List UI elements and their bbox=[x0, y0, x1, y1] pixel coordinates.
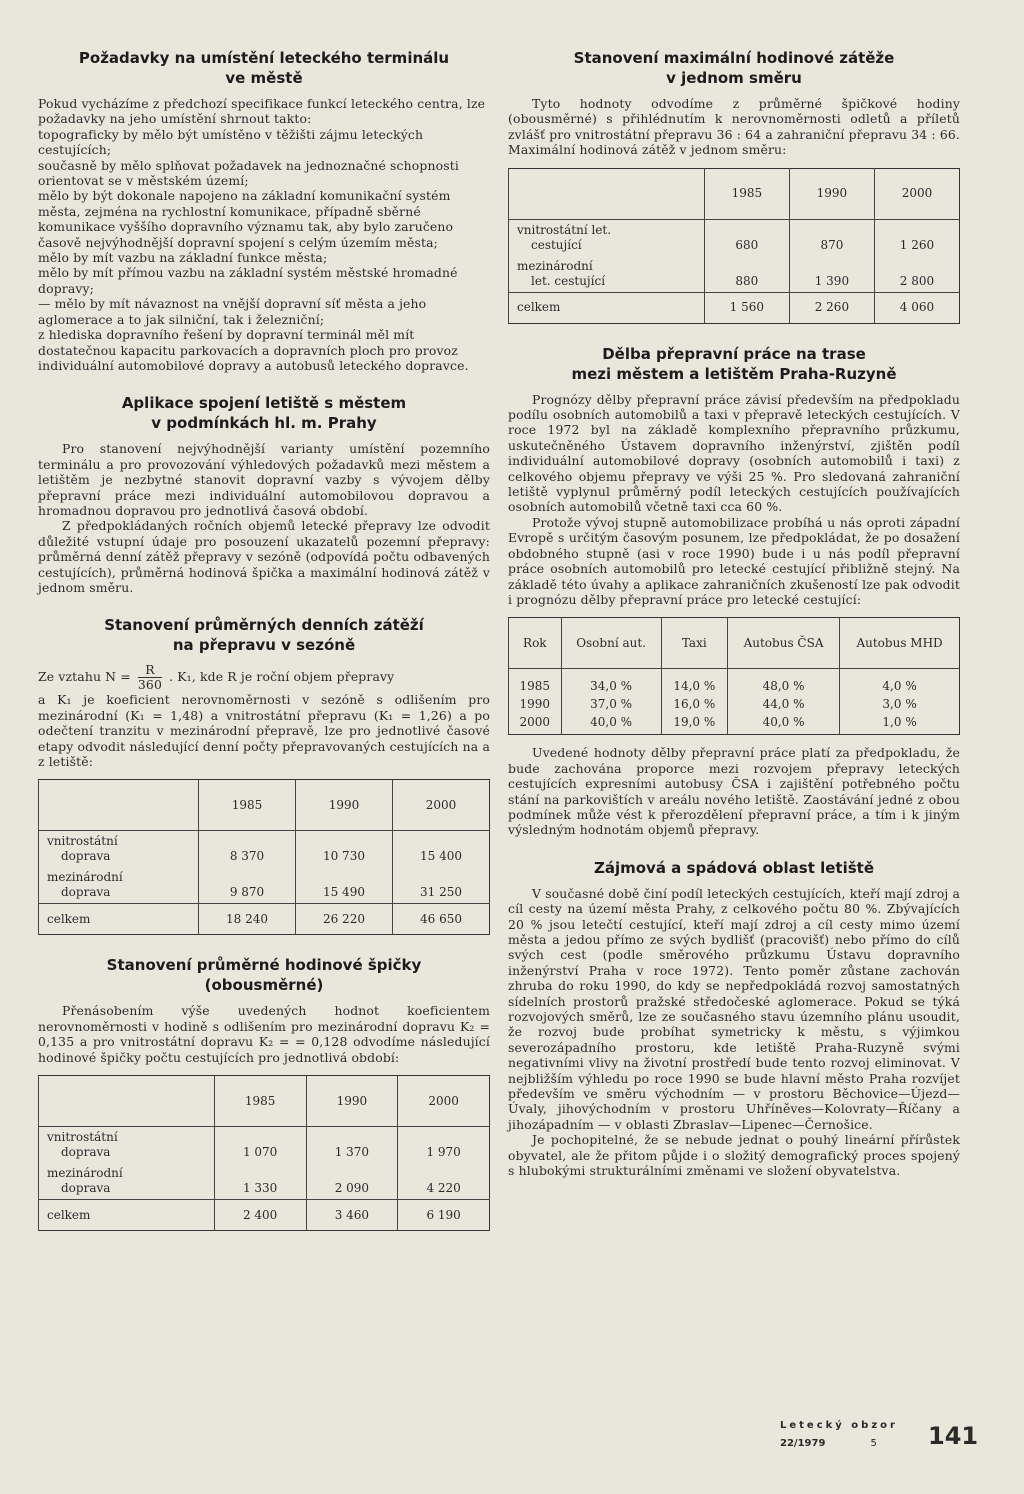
list-item: topograficky by mělo být umístěno v těžišti zájmu leteckých cestujících; bbox=[38, 126, 424, 158]
table-row bbox=[39, 867, 490, 904]
paragraph: Tyto hodnoty odvodíme z průměrné špičkové hodiny (obousměrné) s přihlédnutím k nerovnoměrnosti odletů a příletů zvlášť pro vnitrostátní přepravu 36 : 64 a zahraniční přepravu 34 : 66. Maximální hodinová zátěž v jednom směru: bbox=[508, 96, 960, 158]
table-cell: 1 390 bbox=[789, 256, 874, 293]
section-heading bbox=[38, 48, 490, 88]
hourly-peak-table bbox=[38, 1075, 490, 1231]
table-cell: 26 220 bbox=[295, 904, 392, 935]
table-cell: 2000 bbox=[509, 712, 562, 735]
table-row-total bbox=[39, 1200, 490, 1231]
issue-number: 5 bbox=[870, 1438, 877, 1449]
paragraph: Prognózy dělby přepravní práce závisí především na předpokladu podílu osobních automobilů a taxi v přepravě leteckých cestujících. V roce 1972 byl na základě komplexního přepravního průzkumu, uskutečněného Ústavem dopravního inženýrství, zjištěn podíl individuální automobilové dopravy (osobních automobilů i taxi) z celkového objemu přepravy ve výši 25 %. Pro sledovaná zahraniční letiště vyplynul průměrný podíl leteckých cestujících používajících osobních automobilů včetně taxi cca 60 %. bbox=[508, 391, 960, 515]
section-terminal-requirements bbox=[38, 48, 490, 373]
heading-line-1: Požadavky na umístění leteckého terminálu bbox=[78, 49, 450, 67]
row-label: celkem bbox=[39, 904, 199, 935]
modal-split-table bbox=[508, 617, 960, 735]
heading-line-2: (obousměrné) bbox=[204, 976, 324, 995]
table-cell: 19,0 % bbox=[661, 712, 727, 735]
table-row bbox=[509, 712, 960, 735]
table-header: 1985 bbox=[199, 780, 296, 831]
table-cell: 44,0 % bbox=[727, 697, 839, 712]
table-cell: 10 730 bbox=[295, 831, 392, 868]
section-daily-loads bbox=[38, 615, 490, 935]
table-cell: 14,0 % bbox=[661, 669, 727, 698]
fraction-numerator: R bbox=[138, 663, 162, 678]
list-item: mělo by být dokonale napojeno na základní komunikační systém města, zejména na rychlostní komunikace, případně sběrné komunikace vyššího dopravního významu tak, aby bylo zaručeno časově nejvýhodnější dopravní spojení s celým územím města; bbox=[38, 188, 454, 250]
table-header: Rok bbox=[509, 618, 562, 669]
table-header: 1990 bbox=[306, 1076, 398, 1127]
table-cell: 4 220 bbox=[398, 1163, 490, 1200]
row-label: vnitrostátní doprava bbox=[39, 831, 199, 868]
table-row bbox=[509, 256, 960, 293]
table-cell: 40,0 % bbox=[561, 712, 661, 735]
table-cell: 16,0 % bbox=[661, 697, 727, 712]
table-row bbox=[509, 697, 960, 712]
page-number: 141 bbox=[928, 1422, 979, 1450]
row-label: celkem bbox=[509, 292, 705, 323]
row-label: mezinárodní doprava bbox=[39, 867, 199, 904]
table-header: 1990 bbox=[295, 780, 392, 831]
right-column bbox=[508, 48, 960, 1198]
table-cell: 2 800 bbox=[874, 256, 959, 293]
table-cell: 40,0 % bbox=[727, 712, 839, 735]
paragraph: Uvedené hodnoty dělby přepravní práce platí za předpokladu, že bude zachována proporce mezi rozvojem přepravy leteckých cestujících expresními autobusy ČSA i zajištění potřebného počtu stání na parkovištích v areálu nového letiště. Zaostávání jedné z obou podmínek může vést k přerozdělení přepravní práce, a tím i k jiným výsledným hodnotám objemů přepravy. bbox=[508, 745, 960, 838]
table-header: 1985 bbox=[214, 1076, 306, 1127]
table-row bbox=[509, 669, 960, 698]
paragraph: Pokud vycházíme z předchozí specifikace funkcí leteckého centra, lze požadavky na jeho umístění shrnout takto: bbox=[38, 96, 486, 127]
table-header: 2000 bbox=[874, 168, 959, 219]
table-header bbox=[39, 780, 199, 831]
section-heading bbox=[38, 393, 490, 433]
section-heading bbox=[508, 48, 960, 88]
paragraph: Z předpokládaných ročních objemů letecké přepravy lze odvodit důležité vstupní údaje pro posouzení ukazatelů pozemní přepravy: průměrná denní zátěž přepravy v sezóně (odpovídá počtu odbavených cestujících), průměrná hodinová špička a maximální hodinová zátěž v jednom směru. bbox=[38, 518, 490, 595]
table-cell: 3,0 % bbox=[840, 697, 960, 712]
table-row bbox=[39, 831, 490, 868]
table-cell: 34,0 % bbox=[561, 669, 661, 698]
heading-line-1: Stanovení průměrné hodinové špičky bbox=[106, 956, 422, 975]
list-item: současně by mělo splňovat požadavek na jednoznačné schopnosti orientovat se v městském území; bbox=[38, 157, 459, 189]
section-hourly-peak bbox=[38, 955, 490, 1231]
requirements-list bbox=[38, 96, 490, 373]
table-cell: 1 370 bbox=[306, 1127, 398, 1164]
section-heading bbox=[508, 344, 960, 384]
section-heading bbox=[38, 615, 490, 655]
row-label: vnitrostátní doprava bbox=[39, 1127, 215, 1164]
paragraph: Je pochopitelné, že se nebude jednat o pouhý lineární přírůstek obyvatel, ale že přitom půjde i o složitý demografický proces spojený s hlubokými strukturálními změnami ve složení obyvatelstva. bbox=[508, 1132, 960, 1179]
table-cell: 1 970 bbox=[398, 1127, 490, 1164]
section-max-hourly-load bbox=[508, 48, 960, 324]
fraction-denominator: 360 bbox=[137, 677, 162, 693]
issue-date: 22/1979 bbox=[780, 1438, 826, 1449]
table-cell: 18 240 bbox=[199, 904, 296, 935]
section-heading: Zájmová a spádová oblast letiště bbox=[593, 858, 875, 877]
table-row bbox=[39, 1163, 490, 1200]
table-cell: 1 260 bbox=[874, 219, 959, 256]
table-cell: 6 190 bbox=[398, 1200, 490, 1231]
heading-line-2: na přepravu v sezóně bbox=[172, 636, 356, 655]
table-header: Autobus MHD bbox=[840, 618, 960, 669]
table-row bbox=[39, 1127, 490, 1164]
table-header: 1985 bbox=[704, 168, 789, 219]
table-cell: 2 400 bbox=[214, 1200, 306, 1231]
table-cell: 4 060 bbox=[874, 292, 959, 323]
magazine-name: Letecký obzor bbox=[780, 1420, 898, 1431]
row-label: vnitrostátní let. cestující bbox=[509, 219, 705, 256]
table-cell: 46 650 bbox=[392, 904, 489, 935]
table-cell: 1990 bbox=[509, 697, 562, 712]
table-cell: 15 400 bbox=[392, 831, 489, 868]
fraction bbox=[138, 663, 162, 692]
table-cell: 680 bbox=[704, 219, 789, 256]
paragraph: V současné době činí podíl leteckých cestujících, kteří mají zdroj a cíl cesty na území města Prahy, z celkového počtu 80 %. Zbývajících 20 % jsou letečtí cestující, kteří mají zdroj a cíl cesty mimo území města a jedou přímo ze svých bydlišť (pracovišť) nebo přímo do cílů svých cest (podle směrového průzkumu Ústavu dopravního inženýrství Praha v roce 1972). Tento poměr zůstane zachován zhruba do roku 1990, do kdy se nepředpokládá rozvoj samostatných sídelních prostorů pražské středočeské aglomerace. Pokud se týká rozvojových směrů, lze ze současného stavu územního plánu usoudit, že rozvoj bude probíhat symetricky k městu, s výjimkou severozápadního prostoru, kde letiště Praha-Ruzyně svými negativními vlivy na životní prostředí bude tento rozvoj eliminovat. V nejbližším výhledu po roce 1990 se bude hlavní město Praha rozvíjet především ve směru východním — v prostoru Běchovice—Újezd—Úvaly, jihovýchodním v prostoru Uhříněves—Kolovraty—Říčany a jihozápadním — v oblasti Zbraslav—Lipenec—Černošice. bbox=[508, 885, 960, 1132]
table-header: 2000 bbox=[398, 1076, 490, 1127]
table-cell: 48,0 % bbox=[727, 669, 839, 698]
table-header: 2000 bbox=[392, 780, 489, 831]
table-header: Taxi bbox=[661, 618, 727, 669]
table-header bbox=[509, 168, 705, 219]
table-row-total bbox=[39, 904, 490, 935]
heading-line-1: Stanovení maximální hodinové zátěže bbox=[573, 49, 895, 67]
paragraph: Protože vývoj stupně automobilizace probíhá u nás oproti západní Evropě s určitým časovým posunem, lze předpokládat, že po dosažení obdobného stupně (asi v roce 1990) bude i u nás podíl přepravní práce osobních automobilů pro letecké cestující přibližně stejný. Na základě této úvahy a aplikace zahraničních zkušeností lze pak odvodit i prognózu dělby přepravní práce pro letecké cestující: bbox=[508, 514, 960, 607]
table-cell: 1985 bbox=[509, 669, 562, 698]
formula-prefix: Ze vztahu N = bbox=[38, 669, 131, 685]
table-header: 1990 bbox=[789, 168, 874, 219]
table-cell: 880 bbox=[704, 256, 789, 293]
section-heading bbox=[38, 955, 490, 995]
section-catchment-area bbox=[508, 858, 960, 1179]
page-footer bbox=[780, 1420, 980, 1450]
formula-line bbox=[38, 663, 490, 692]
row-label: mezinárodní let. cestující bbox=[509, 256, 705, 293]
section-modal-split bbox=[508, 344, 960, 838]
table-cell: 1 330 bbox=[214, 1163, 306, 1200]
heading-line-1: Stanovení průměrných denních zátěží bbox=[104, 616, 424, 635]
table-cell: 37,0 % bbox=[561, 697, 661, 712]
table-header: Osobní aut. bbox=[561, 618, 661, 669]
table-cell: 8 370 bbox=[199, 831, 296, 868]
table-cell: 15 490 bbox=[295, 867, 392, 904]
table-cell: 9 870 bbox=[199, 867, 296, 904]
table-header: Autobus ČSA bbox=[727, 618, 839, 669]
table-cell: 1,0 % bbox=[840, 712, 960, 735]
table-row-total bbox=[509, 292, 960, 323]
daily-loads-table bbox=[38, 779, 490, 935]
heading-line-1: Dělba přepravní práce na trase bbox=[602, 344, 866, 363]
table-cell: 4,0 % bbox=[840, 669, 960, 698]
table-cell: 31 250 bbox=[392, 867, 489, 904]
table-cell: 870 bbox=[789, 219, 874, 256]
table-cell: 2 260 bbox=[789, 292, 874, 323]
table-cell: 2 090 bbox=[306, 1163, 398, 1200]
paragraph: a K₁ je koeficient nerovnoměrnosti v sezóně s odlišením pro mezinárodní (K₁ = 1,48) a vnitrostátní přepravu (K₁ = 1,26) a po odečtení tranzitu v mezinárodní přepravě, lze pro jednotlivé časové etapy odvodit následující denní počty přepravovaných cestujících na a z letiště: bbox=[38, 692, 490, 769]
table-header bbox=[39, 1076, 215, 1127]
table-cell: 1 070 bbox=[214, 1127, 306, 1164]
list-item: z hlediska dopravního řešení by dopravní terminál měl mít dostatečnou kapacitu parkovacích a dopravních ploch pro provoz individuální automobilové dopravy a autobusů leteckého dopravce. bbox=[38, 327, 469, 373]
paragraph: Pro stanovení nejvýhodnější varianty umístění pozemního terminálu a pro provozování výhledových požadavků mezi městem a letištěm je nezbytné stanovit dopravní vazby s vývojem dělby přepravní práce mezi individuální automobilovou dopravou a hromadnou dopravou pro jednotlivá časová období. bbox=[38, 441, 490, 518]
heading-line-2: ve městě bbox=[225, 69, 303, 87]
table-cell: 1 560 bbox=[704, 292, 789, 323]
heading-line-2: mezi městem a letištěm Praha-Ruzyně bbox=[571, 364, 897, 383]
heading-line-2: v jednom směru bbox=[666, 69, 802, 87]
paragraph: Přenásobením výše uvedených hodnot koeficientem nerovnoměrnosti v hodině s odlišením pro mezinárodní dopravu K₂ = 0,135 a pro vnitrostátní dopravu K₂ = = 0,128 odvodíme následující hodinové špičky počtu cestujících pro jednotlivá období: bbox=[38, 1003, 490, 1065]
list-item: mělo by mít přímou vazbu na základní systém městské hromadné dopravy; bbox=[38, 265, 458, 296]
section-city-connection bbox=[38, 393, 490, 595]
row-label: mezinárodní doprava bbox=[39, 1163, 215, 1200]
list-item: mělo by mít vazbu na základní funkce města; bbox=[38, 250, 328, 266]
list-item: — mělo by mít návaznost na vnější dopravní síť města a jeho aglomerace a to jak silniční, tak i železniční; bbox=[38, 296, 427, 327]
left-column bbox=[38, 48, 490, 1251]
table-cell: 3 460 bbox=[306, 1200, 398, 1231]
heading-line-1: Aplikace spojení letiště s městem bbox=[121, 394, 407, 413]
row-label: celkem bbox=[39, 1200, 215, 1231]
max-load-table bbox=[508, 168, 960, 324]
formula-suffix: . K₁, kde R je roční objem přepravy bbox=[169, 669, 395, 685]
heading-line-2: v podmínkách hl. m. Prahy bbox=[151, 414, 377, 433]
table-row bbox=[509, 219, 960, 256]
